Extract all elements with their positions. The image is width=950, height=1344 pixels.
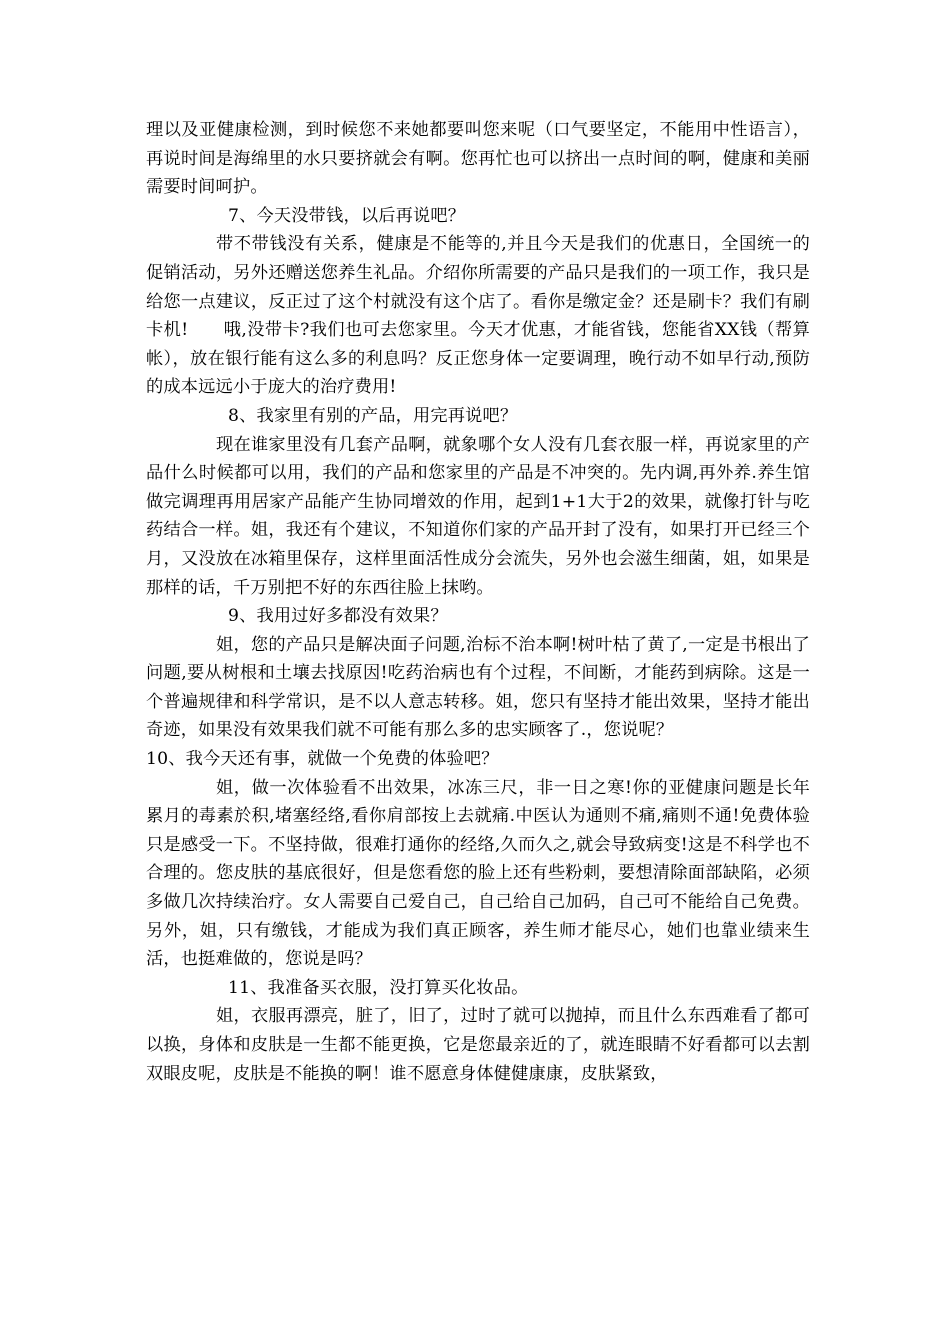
answer-11-paragraph: 姐，衣服再漂亮，脏了，旧了，过时了就可以抛掉，而且什么东西难看了都可以换，身体和皮肤是一生都不能更换，它是您最亲近的了，就连眼睛不好看都可以去割双眼皮呢，皮肤是不能换的啊！谁不愿意身体健健康康，皮肤紧致， (146, 1006, 810, 1084)
answer-7-paragraph: 带不带钱没有关系，健康是不能等的,并且今天是我们的优惠日，全国统一的促销活动，另外还赠送您养生礼品。介绍你所需要的产品只是我们的一项工作，我只是给您一点建议，反正过了这个村就没有这个店了。看你是缴定金？还是刷卡？我们有刷卡机! 哦,没带卡?我们也可去您家里。今天才优惠，才能省钱，您能省XX钱（帮算帐），放在银行能有这么多的利息吗？反正您身体一定要调理，晚行动不如早行动,预防的成本远远小于庞大的治疗费用! (146, 234, 810, 398)
question-11-heading: 11、我准备买衣服，没打算买化妆品。 (228, 977, 529, 998)
question-10-heading: 10、我今天还有事，就做一个免费的体验吧？ (146, 749, 499, 770)
answer-8-paragraph: 现在谁家里没有几套产品啊，就象哪个女人没有几套衣服一样，再说家里的产品什么时候都可以用，我们的产品和您家里的产品是不冲突的。先内调,再外养.养生馆做完调理再用居家产品能产生协同增效的作用，起到1+1大于2的效果，就像打针与吃药结合一样。姐，我还有个建议，不知道你们家的产品开封了没有，如果打开已经三个月，又没放在冰箱里保存，这样里面活性成分会流失，另外也会滋生细菌，姐，如果是那样的话，千万别把不好的东西往脸上抹哟。 (146, 434, 810, 598)
intro-continuation-paragraph: 理以及亚健康检测，到时候您不来她都要叫您来呢（口气要坚定，不能用中性语言），再说时间是海绵里的水只要挤就会有啊。您再忙也可以挤出一点时间的啊，健康和美丽需要时间呵护。 (146, 120, 810, 198)
answer-9-paragraph: 姐，您的产品只是解决面子问题,治标不治本啊!树叶枯了黄了,一定是书根出了问题,要从树根和土壤去找原因!吃药治病也有个过程，不间断，才能药到病除。这是一个普遍规律和科学常识，是不以人意志转移。姐，您只有坚持才能出效果，坚持才能出奇迹，如果没有效果我们就不可能有那么多的忠实顾客了.，您说呢？ (146, 634, 810, 741)
answer-10-paragraph: 姐，做一次体验看不出效果，冰冻三尺，非一日之寒!你的亚健康问题是长年累月的毒素於积,堵塞经络,看你肩部按上去就痛.中医认为通则不痛,痛则不通!免费体验只是感受一下。不坚持做，很难打通你的经络,久而久之,就会导致病变!这是不科学也不合理的。您皮肤的基底很好，但是您看您的脸上还有些粉刺，要想清除面部缺陷，必须多做几次持续治疗。女人需要自己爱自己，自己给自己加码，自己可不能给自己免费。另外，姐，只有缴钱，才能成为我们真正顾客，养生师才能尽心，她们也靠业绩来生活，也挺难做的，您说是吗？ (146, 777, 810, 970)
document-body (146, 116, 810, 1088)
question-7-heading: 7、今天没带钱，以后再说吧？ (228, 205, 466, 226)
question-9-heading: 9、我用过好多都没有效果？ (228, 606, 448, 627)
question-8-heading: 8、我家里有别的产品，用完再说吧？ (228, 405, 518, 426)
